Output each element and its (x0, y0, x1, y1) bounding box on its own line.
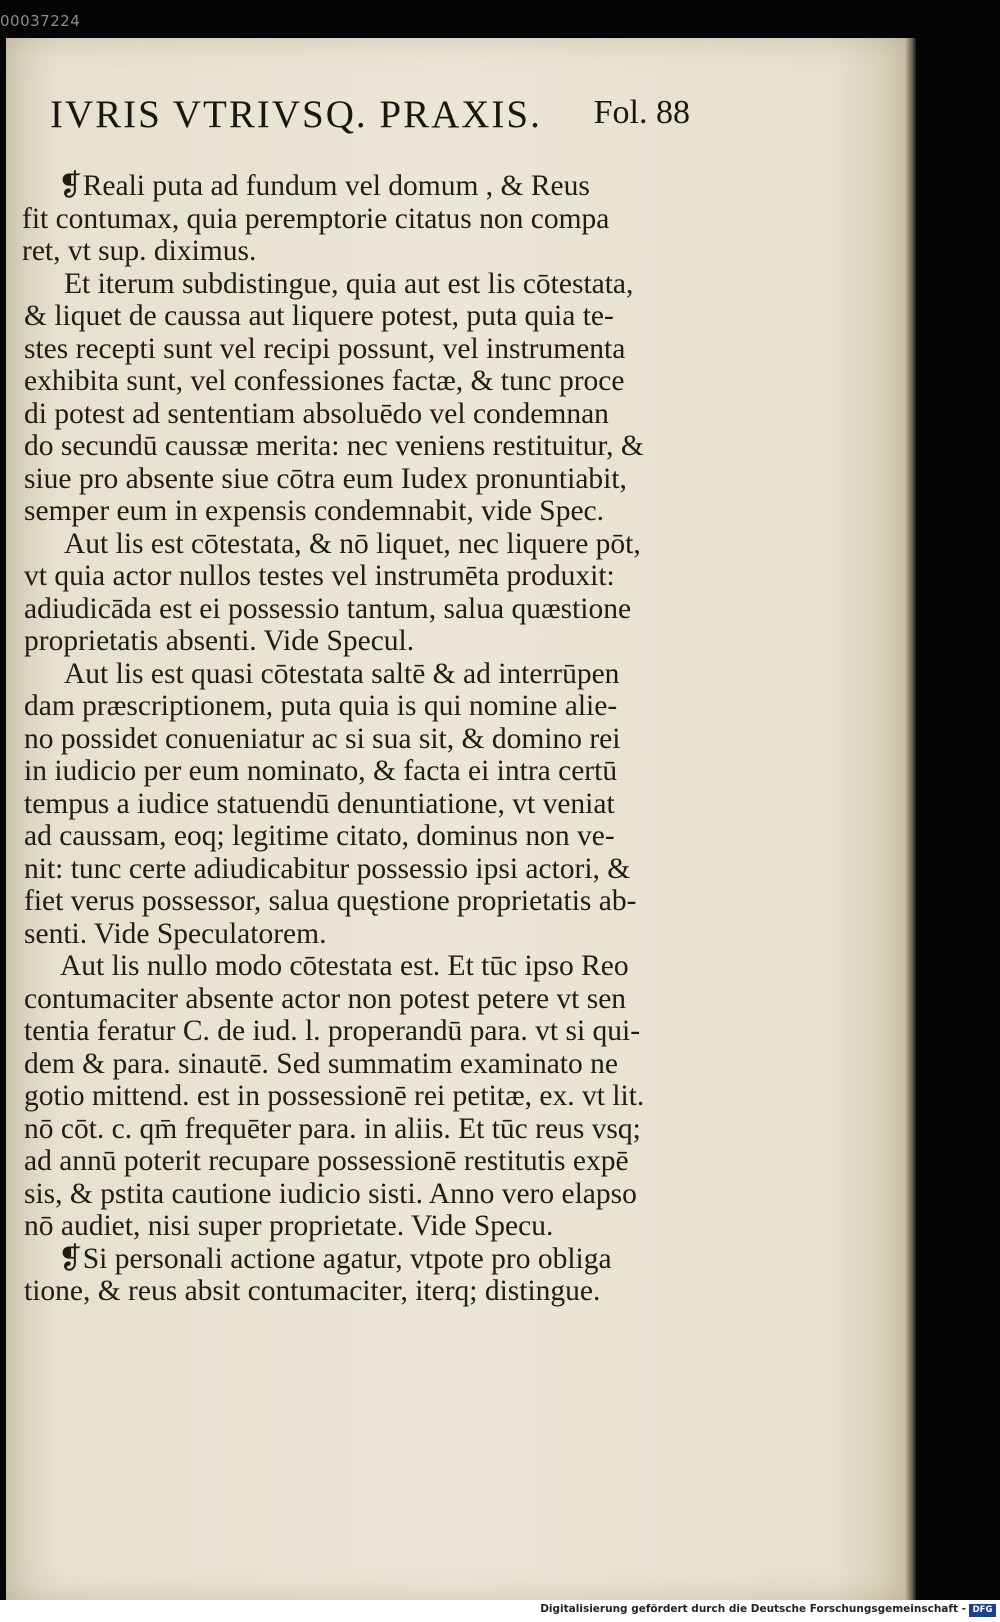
text-line-content: do secundū caussæ merita: nec veniens restituitur, & (24, 430, 644, 462)
text-line-content: & liquet de caussa aut liquere potest, puta quia te- (24, 300, 614, 332)
text-line-content: nit: tunc certe adiudicabitur possessio ipsi actori, & (24, 852, 631, 885)
footer-credit: Digitalisierung gefördert durch die Deutsche Forschungsgemeinschaft - (540, 1603, 966, 1615)
text-line (22, 333, 702, 366)
text-line (22, 1048, 702, 1081)
text-line-content: tentia feratur C. de iud. l. properandū para. vt si qui- (24, 1015, 641, 1047)
text-line-content: proprietatis absenti. Vide Specul. (24, 625, 415, 657)
text-line-content: ❡Si personali actione agatur, vtpote pro obliga (58, 1242, 612, 1275)
text-line (22, 593, 702, 626)
text-line (22, 430, 702, 463)
folio-number: Fol. 88 (593, 94, 690, 131)
text-line-content: fiet verus possessor, salua quęstione proprietatis ab- (24, 885, 637, 917)
text-line-content: Aut lis est cōtestata, & nō liquet, nec liquere pōt, (64, 527, 641, 560)
text-line (22, 365, 702, 398)
text-line (22, 495, 702, 528)
page-header (50, 92, 690, 148)
text-line-content: dam præscriptionem, puta quia is qui nomine alie- (24, 690, 618, 722)
text-line-content: siue pro absente siue cōtra eum Iudex pronuntiabit, (24, 462, 627, 495)
text-line (22, 203, 702, 236)
text-line (22, 1015, 702, 1048)
text-line-content: exhibita sunt, vel confessiones factæ, & tunc proce (24, 365, 625, 397)
text-line (22, 690, 702, 723)
text-line-content: ret, vt sup. diximus. (22, 235, 257, 267)
text-line (22, 1113, 702, 1146)
text-line (22, 788, 702, 821)
text-line (22, 983, 702, 1016)
text-line (22, 918, 702, 951)
scan-id-label: 00037224 (0, 12, 81, 30)
text-line-content: ❡Reali puta ad fundum vel domum , & Reus (58, 170, 590, 202)
text-line-content: nō audiet, nisi super proprietate. Vide Specu. (24, 1210, 554, 1242)
text-line (22, 300, 702, 333)
text-line (22, 1243, 702, 1276)
page-edge (906, 38, 916, 1600)
text-line (22, 1275, 702, 1308)
text-line (22, 853, 702, 886)
text-line (22, 820, 702, 853)
text-line-content: contumaciter absente actor non potest petere vt sen (24, 982, 627, 1015)
footer-bar (0, 1600, 1000, 1622)
text-line (22, 885, 702, 918)
text-line (22, 658, 702, 691)
text-line (22, 625, 702, 658)
text-line-content: Et iterum subdistingue, quia aut est lis cōtestata, (64, 267, 634, 300)
dfg-logo: DFG (969, 1604, 996, 1617)
text-line (22, 1145, 702, 1178)
running-title: IVRIS VTRIVSQ. PRAXIS. (50, 93, 542, 136)
text-line (22, 1178, 702, 1211)
text-line-content: ad caussam, eoq; legitime citato, dominus non ve- (24, 820, 615, 852)
text-line (22, 528, 702, 561)
text-line (22, 1210, 702, 1243)
text-line-content: vt quia actor nullos testes vel instrumēta produxit: (24, 560, 615, 592)
text-line-content: semper eum in expensis condemnabit, vide Spec. (24, 495, 605, 527)
text-line (22, 755, 702, 788)
text-line-content: ad annū poterit recupare possessionē restitutis expē (24, 1145, 629, 1177)
text-line (22, 1080, 702, 1113)
text-line-content: Aut lis est quasi cōtestata saltē & ad interrūpen (64, 657, 620, 690)
text-line (22, 950, 702, 983)
body-text (22, 170, 702, 1308)
text-line-content: tempus a iudice statuendū denuntiatione, vt veniat (24, 787, 615, 820)
text-line-content: Aut lis nullo modo cōtestata est. Et tūc ipso Reo (60, 950, 629, 982)
text-line (22, 398, 702, 431)
text-line-content: dem & para. sinautē. Sed summatim examinato ne (24, 1047, 618, 1080)
text-line-content: fit contumax, quia peremptorie citatus non compa (22, 202, 610, 235)
text-line (22, 723, 702, 756)
text-line (22, 170, 702, 203)
text-line-content: adiudicāda est ei possessio tantum, salua quæstione (24, 592, 632, 625)
text-line-content: gotio mittend. est in possessionē rei petitæ, ex. vt lit. (24, 1080, 645, 1112)
text-line (22, 560, 702, 593)
text-line-content: sis, & pstita cautione iudicio sisti. Anno vero elapso (24, 1177, 637, 1210)
text-line-content: stes recepti sunt vel recipi possunt, vel instrumenta (24, 332, 626, 365)
text-line (22, 268, 702, 301)
text-line-content: di potest ad sententiam absoluēdo vel condemnan (24, 397, 609, 430)
text-line-content: nō cōt. c. qm̄ frequēter para. in aliis. Et tūc reus vsq; (24, 1112, 641, 1145)
text-line-content: senti. Vide Speculatorem. (24, 917, 327, 950)
text-line (22, 235, 702, 268)
text-line-content: in iudicio per eum nominato, & facta ei intra certū (24, 755, 618, 787)
text-line (22, 463, 702, 496)
text-line-content: no possidet conueniatur ac si sua sit, & domino rei (24, 722, 621, 755)
text-line-content: tione, & reus absit contumaciter, iterq; distingue. (24, 1275, 601, 1307)
